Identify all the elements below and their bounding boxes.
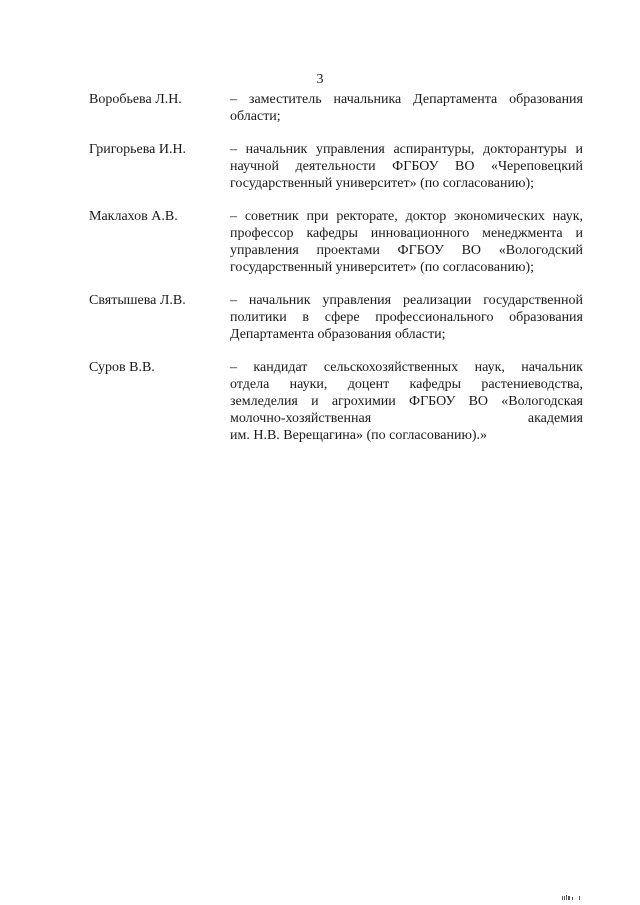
role-line: государственный университет» (по согласованию); <box>230 260 535 275</box>
role-line: – кандидат сельскохозяйственных наук, начальник <box>230 360 583 375</box>
member-role <box>230 141 583 192</box>
committee-member-list <box>89 91 583 460</box>
role-line: научной деятельности ФГБОУ ВО «Череповецкий <box>230 159 583 174</box>
page-number: 3 <box>316 72 324 87</box>
role-line: – советник при ректорате, доктор экономических наук, <box>230 209 583 224</box>
member-role <box>230 91 583 125</box>
role-line: государственный университет» (по согласованию); <box>230 176 535 191</box>
member-name: Святышева Л.В. <box>89 293 186 308</box>
role-line: политики в сфере профессионального образования <box>230 310 583 325</box>
role-line: – начальник управления реализации государственной <box>230 293 583 308</box>
role-line: земледелия и агрохимии ФГБОУ ВО «Вологодская <box>230 394 583 409</box>
role-line: управления проектами ФГБОУ ВО «Вологодский <box>230 243 583 258</box>
role-line: профессор кафедры инновационного менеджмента и <box>230 226 583 241</box>
role-line: молочно-хозяйственная академия <box>230 411 583 426</box>
member-name: Воробьева Л.Н. <box>89 92 182 107</box>
member-role <box>230 359 583 444</box>
role-line: Департамента образования области; <box>230 327 446 342</box>
member-name: Суров В.В. <box>89 360 155 375</box>
role-line: – заместитель начальника Департамента образования <box>230 92 583 107</box>
member-row <box>89 359 583 444</box>
role-line: области; <box>230 109 281 124</box>
member-name: Маклахов А.В. <box>89 209 178 224</box>
member-row <box>89 292 583 343</box>
scan-barcode-mark <box>562 895 590 901</box>
role-line: отдела науки, доцент кафедры растениеводства, <box>230 377 583 392</box>
role-line: им. Н.В. Верещагина» (по согласованию).» <box>230 428 488 443</box>
member-row <box>89 141 583 192</box>
member-role <box>230 208 583 276</box>
member-name: Григорьева И.Н. <box>89 142 187 157</box>
role-line: – начальник управления аспирантуры, докторантуры и <box>230 142 583 157</box>
member-role <box>230 292 583 343</box>
member-row <box>89 91 583 125</box>
member-row <box>89 208 583 276</box>
